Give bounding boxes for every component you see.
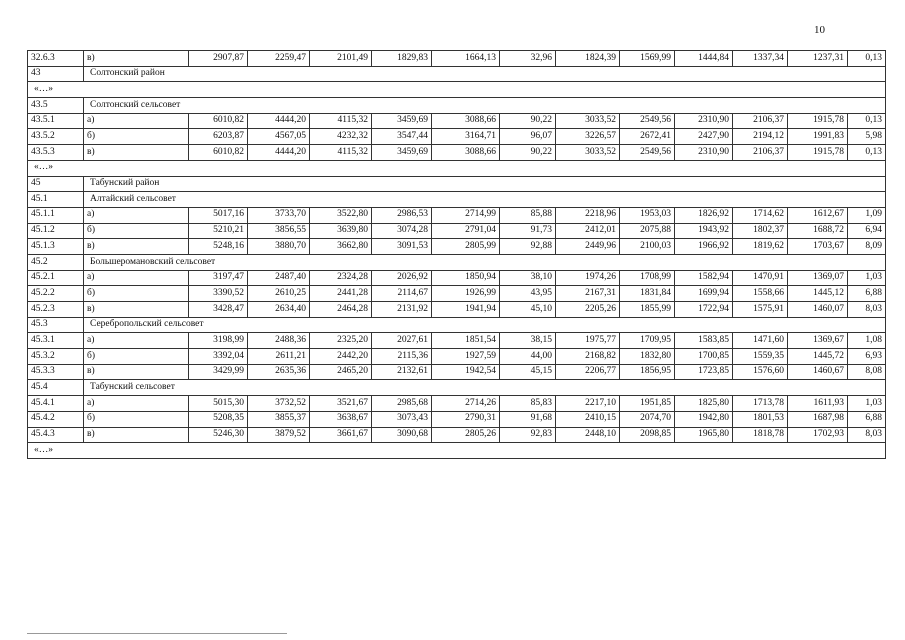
value-cell: 1951,85 xyxy=(620,396,675,412)
table-row xyxy=(28,254,886,270)
value-cell: 6,94 xyxy=(848,223,886,239)
tariff-table xyxy=(27,50,886,459)
value-cell: 2427,90 xyxy=(675,129,733,145)
row-code: 45.1.3 xyxy=(28,239,84,255)
value-cell: 2464,28 xyxy=(310,302,372,318)
value-cell: 1966,92 xyxy=(675,239,733,255)
row-code: 43.5.3 xyxy=(28,145,84,161)
value-cell: 1831,84 xyxy=(620,286,675,302)
value-cell: 1851,54 xyxy=(432,333,500,349)
value-cell: 1470,91 xyxy=(733,270,788,286)
value-cell: 1708,99 xyxy=(620,270,675,286)
value-cell: 91,68 xyxy=(500,411,556,427)
value-cell: 92,83 xyxy=(500,427,556,443)
row-variant: в) xyxy=(84,427,189,443)
row-variant: б) xyxy=(84,223,189,239)
value-cell: 1915,78 xyxy=(788,113,848,129)
value-cell: 1965,80 xyxy=(675,427,733,443)
value-cell: 32,96 xyxy=(500,51,556,67)
value-cell: 1460,07 xyxy=(788,302,848,318)
row-code: 43.5.1 xyxy=(28,113,84,129)
value-cell: 2100,03 xyxy=(620,239,675,255)
table-row xyxy=(28,51,886,67)
value-cell: 1700,85 xyxy=(675,349,733,365)
row-variant: в) xyxy=(84,302,189,318)
value-cell: 2167,31 xyxy=(556,286,620,302)
value-cell: 3033,52 xyxy=(556,145,620,161)
table-row xyxy=(28,66,886,82)
value-cell: 1801,53 xyxy=(733,411,788,427)
value-cell: 0,13 xyxy=(848,145,886,161)
value-cell: 96,07 xyxy=(500,129,556,145)
table-row xyxy=(28,270,886,286)
section-code: 45 xyxy=(28,176,84,192)
section-title: Большеромановский сельсовет xyxy=(84,254,886,270)
table-row xyxy=(28,207,886,223)
value-cell: 1832,80 xyxy=(620,349,675,365)
value-cell: 3521,67 xyxy=(310,396,372,412)
value-cell: 2672,41 xyxy=(620,129,675,145)
section-title: Алтайский сельсовет xyxy=(84,192,886,208)
section-title: Серебропольский сельсовет xyxy=(84,317,886,333)
value-cell: 1941,94 xyxy=(432,302,500,318)
value-cell: 2259,47 xyxy=(248,51,310,67)
value-cell: 1942,80 xyxy=(675,411,733,427)
row-variant: а) xyxy=(84,396,189,412)
row-variant: а) xyxy=(84,113,189,129)
value-cell: 4232,32 xyxy=(310,129,372,145)
section-code: 45.3 xyxy=(28,317,84,333)
table-row xyxy=(28,98,886,114)
value-cell: 4115,32 xyxy=(310,145,372,161)
row-code: 45.1.1 xyxy=(28,207,84,223)
value-cell: 2488,36 xyxy=(248,333,310,349)
value-cell: 8,08 xyxy=(848,364,886,380)
table-row xyxy=(28,113,886,129)
value-cell: 3088,66 xyxy=(432,113,500,129)
value-cell: 2106,37 xyxy=(733,145,788,161)
value-cell: 2026,92 xyxy=(372,270,432,286)
value-cell: 3733,70 xyxy=(248,207,310,223)
value-cell: 1369,67 xyxy=(788,333,848,349)
value-cell: 2132,61 xyxy=(372,364,432,380)
row-code: 45.2.1 xyxy=(28,270,84,286)
value-cell: 2634,40 xyxy=(248,302,310,318)
value-cell: 1,03 xyxy=(848,396,886,412)
value-cell: 2114,67 xyxy=(372,286,432,302)
value-cell: 1829,83 xyxy=(372,51,432,67)
value-cell: 44,00 xyxy=(500,349,556,365)
table-row xyxy=(28,176,886,192)
value-cell: 1688,72 xyxy=(788,223,848,239)
value-cell: 3392,04 xyxy=(189,349,248,365)
value-cell: 1825,80 xyxy=(675,396,733,412)
value-cell: 6,88 xyxy=(848,411,886,427)
value-cell: 2218,96 xyxy=(556,207,620,223)
row-variant: б) xyxy=(84,349,189,365)
value-cell: 1850,94 xyxy=(432,270,500,286)
value-cell: 2194,12 xyxy=(733,129,788,145)
value-cell: 1818,78 xyxy=(733,427,788,443)
row-code: 45.3.3 xyxy=(28,364,84,380)
value-cell: 1991,83 xyxy=(788,129,848,145)
value-cell: 2217,10 xyxy=(556,396,620,412)
value-cell: 2805,26 xyxy=(432,427,500,443)
value-cell: 1703,67 xyxy=(788,239,848,255)
value-cell: 45,15 xyxy=(500,364,556,380)
table-row xyxy=(28,396,886,412)
value-cell: 3661,67 xyxy=(310,427,372,443)
value-cell: 1699,94 xyxy=(675,286,733,302)
value-cell: 2310,90 xyxy=(675,145,733,161)
value-cell: 2449,96 xyxy=(556,239,620,255)
value-cell: 1926,99 xyxy=(432,286,500,302)
value-cell: 1927,59 xyxy=(432,349,500,365)
value-cell: 1709,95 xyxy=(620,333,675,349)
row-variant: б) xyxy=(84,129,189,145)
value-cell: 3662,80 xyxy=(310,239,372,255)
row-code: 32.6.3 xyxy=(28,51,84,67)
value-cell: 2549,56 xyxy=(620,145,675,161)
value-cell: 5208,35 xyxy=(189,411,248,427)
value-cell: 2027,61 xyxy=(372,333,432,349)
value-cell: 90,22 xyxy=(500,113,556,129)
value-cell: 2635,36 xyxy=(248,364,310,380)
value-cell: 3855,37 xyxy=(248,411,310,427)
section-title: Солтонский район xyxy=(84,66,886,82)
value-cell: 3090,68 xyxy=(372,427,432,443)
value-cell: 1714,62 xyxy=(733,207,788,223)
value-cell: 8,03 xyxy=(848,427,886,443)
value-cell: 2106,37 xyxy=(733,113,788,129)
table-row xyxy=(28,223,886,239)
table-row xyxy=(28,286,886,302)
value-cell: 2098,85 xyxy=(620,427,675,443)
value-cell: 2985,68 xyxy=(372,396,432,412)
value-cell: 3198,99 xyxy=(189,333,248,349)
value-cell: 38,15 xyxy=(500,333,556,349)
section-title: Солтонский сельсовет xyxy=(84,98,886,114)
value-cell: 5015,30 xyxy=(189,396,248,412)
value-cell: 3459,69 xyxy=(372,113,432,129)
value-cell: 1471,60 xyxy=(733,333,788,349)
value-cell: 1975,77 xyxy=(556,333,620,349)
section-code: 45.1 xyxy=(28,192,84,208)
table-row xyxy=(28,364,886,380)
table-row xyxy=(28,411,886,427)
table-row xyxy=(28,349,886,365)
value-cell: 2610,25 xyxy=(248,286,310,302)
value-cell: 1722,94 xyxy=(675,302,733,318)
section-title: Табунский сельсовет xyxy=(84,380,886,396)
value-cell: 3197,47 xyxy=(189,270,248,286)
table-row xyxy=(28,427,886,443)
value-cell: 38,10 xyxy=(500,270,556,286)
value-cell: 1943,92 xyxy=(675,223,733,239)
value-cell: 3226,57 xyxy=(556,129,620,145)
value-cell: 2611,21 xyxy=(248,349,310,365)
row-code: 45.3.1 xyxy=(28,333,84,349)
table-row xyxy=(28,160,886,176)
value-cell: 2714,26 xyxy=(432,396,500,412)
value-cell: 4115,32 xyxy=(310,113,372,129)
value-cell: 2206,77 xyxy=(556,364,620,380)
value-cell: 1974,26 xyxy=(556,270,620,286)
value-cell: 8,09 xyxy=(848,239,886,255)
row-code: 45.1.2 xyxy=(28,223,84,239)
section-code: 43 xyxy=(28,66,84,82)
value-cell: 1612,67 xyxy=(788,207,848,223)
value-cell: 1369,07 xyxy=(788,270,848,286)
table-row xyxy=(28,145,886,161)
section-code: 45.4 xyxy=(28,380,84,396)
value-cell: 2465,20 xyxy=(310,364,372,380)
value-cell: 2115,36 xyxy=(372,349,432,365)
value-cell: 1445,12 xyxy=(788,286,848,302)
row-variant: а) xyxy=(84,270,189,286)
value-cell: 1702,93 xyxy=(788,427,848,443)
value-cell: 1576,60 xyxy=(733,364,788,380)
table-row xyxy=(28,443,886,459)
value-cell: 1460,67 xyxy=(788,364,848,380)
value-cell: 1802,37 xyxy=(733,223,788,239)
value-cell: 1611,93 xyxy=(788,396,848,412)
value-cell: 1582,94 xyxy=(675,270,733,286)
value-cell: 2205,26 xyxy=(556,302,620,318)
value-cell: 2168,82 xyxy=(556,349,620,365)
row-variant: а) xyxy=(84,333,189,349)
value-cell: 1942,54 xyxy=(432,364,500,380)
value-cell: 3164,71 xyxy=(432,129,500,145)
value-cell: 0,13 xyxy=(848,51,886,67)
value-cell: 1687,98 xyxy=(788,411,848,427)
row-variant: в) xyxy=(84,51,189,67)
value-cell: 2325,20 xyxy=(310,333,372,349)
value-cell: 3428,47 xyxy=(189,302,248,318)
value-cell: 90,22 xyxy=(500,145,556,161)
value-cell: 1855,99 xyxy=(620,302,675,318)
value-cell: 5017,16 xyxy=(189,207,248,223)
value-cell: 2412,01 xyxy=(556,223,620,239)
value-cell: 3074,28 xyxy=(372,223,432,239)
value-cell: 3547,44 xyxy=(372,129,432,145)
value-cell: 1445,72 xyxy=(788,349,848,365)
value-cell: 6010,82 xyxy=(189,145,248,161)
value-cell: 92,88 xyxy=(500,239,556,255)
value-cell: 1856,95 xyxy=(620,364,675,380)
row-code: 45.4.1 xyxy=(28,396,84,412)
value-cell: 6,88 xyxy=(848,286,886,302)
value-cell: 1824,39 xyxy=(556,51,620,67)
value-cell: 1953,03 xyxy=(620,207,675,223)
value-cell: 3879,52 xyxy=(248,427,310,443)
footer-rule xyxy=(27,633,287,634)
value-cell: 3088,66 xyxy=(432,145,500,161)
value-cell: 1559,35 xyxy=(733,349,788,365)
value-cell: 5246,30 xyxy=(189,427,248,443)
value-cell: 4444,20 xyxy=(248,113,310,129)
value-cell: 1826,92 xyxy=(675,207,733,223)
value-cell: 2101,49 xyxy=(310,51,372,67)
row-code: 45.4.3 xyxy=(28,427,84,443)
value-cell: 3732,52 xyxy=(248,396,310,412)
value-cell: 1915,78 xyxy=(788,145,848,161)
value-cell: 6203,87 xyxy=(189,129,248,145)
value-cell: 2986,53 xyxy=(372,207,432,223)
value-cell: 85,88 xyxy=(500,207,556,223)
table-row xyxy=(28,239,886,255)
value-cell: 3390,52 xyxy=(189,286,248,302)
row-variant: б) xyxy=(84,286,189,302)
value-cell: 5210,21 xyxy=(189,223,248,239)
table-row xyxy=(28,302,886,318)
row-code: 45.2.2 xyxy=(28,286,84,302)
ellipsis-row: «…» xyxy=(28,82,886,98)
row-variant: в) xyxy=(84,239,189,255)
value-cell: 1558,66 xyxy=(733,286,788,302)
value-cell: 3522,80 xyxy=(310,207,372,223)
table-row xyxy=(28,129,886,145)
value-cell: 4444,20 xyxy=(248,145,310,161)
page-number: 10 xyxy=(814,24,825,36)
value-cell: 6,93 xyxy=(848,349,886,365)
value-cell: 1575,91 xyxy=(733,302,788,318)
value-cell: 1,09 xyxy=(848,207,886,223)
value-cell: 91,73 xyxy=(500,223,556,239)
value-cell: 4567,05 xyxy=(248,129,310,145)
table-body xyxy=(28,51,886,459)
value-cell: 2805,99 xyxy=(432,239,500,255)
value-cell: 5,98 xyxy=(848,129,886,145)
value-cell: 45,10 xyxy=(500,302,556,318)
value-cell: 2487,40 xyxy=(248,270,310,286)
row-code: 45.2.3 xyxy=(28,302,84,318)
value-cell: 3880,70 xyxy=(248,239,310,255)
value-cell: 2791,04 xyxy=(432,223,500,239)
value-cell: 1713,78 xyxy=(733,396,788,412)
value-cell: 2074,70 xyxy=(620,411,675,427)
section-title: Табунский район xyxy=(84,176,886,192)
value-cell: 1583,85 xyxy=(675,333,733,349)
value-cell: 1569,99 xyxy=(620,51,675,67)
value-cell: 2410,15 xyxy=(556,411,620,427)
row-variant: б) xyxy=(84,411,189,427)
table-row xyxy=(28,82,886,98)
table-row xyxy=(28,317,886,333)
row-code: 43.5.2 xyxy=(28,129,84,145)
value-cell: 0,13 xyxy=(848,113,886,129)
value-cell: 1444,84 xyxy=(675,51,733,67)
row-variant: в) xyxy=(84,145,189,161)
value-cell: 2075,88 xyxy=(620,223,675,239)
value-cell: 3639,80 xyxy=(310,223,372,239)
row-code: 45.3.2 xyxy=(28,349,84,365)
value-cell: 2549,56 xyxy=(620,113,675,129)
value-cell: 2442,20 xyxy=(310,349,372,365)
value-cell: 3459,69 xyxy=(372,145,432,161)
value-cell: 85,83 xyxy=(500,396,556,412)
value-cell: 2790,31 xyxy=(432,411,500,427)
value-cell: 2448,10 xyxy=(556,427,620,443)
ellipsis-row: «…» xyxy=(28,443,886,459)
value-cell: 2310,90 xyxy=(675,113,733,129)
value-cell: 1,03 xyxy=(848,270,886,286)
value-cell: 2131,92 xyxy=(372,302,432,318)
value-cell: 2441,28 xyxy=(310,286,372,302)
table-row xyxy=(28,333,886,349)
table-row xyxy=(28,380,886,396)
value-cell: 5248,16 xyxy=(189,239,248,255)
value-cell: 1,08 xyxy=(848,333,886,349)
section-code: 45.2 xyxy=(28,254,84,270)
value-cell: 1819,62 xyxy=(733,239,788,255)
value-cell: 6010,82 xyxy=(189,113,248,129)
value-cell: 3073,43 xyxy=(372,411,432,427)
value-cell: 3091,53 xyxy=(372,239,432,255)
value-cell: 2714,99 xyxy=(432,207,500,223)
value-cell: 8,03 xyxy=(848,302,886,318)
section-code: 43.5 xyxy=(28,98,84,114)
value-cell: 3856,55 xyxy=(248,223,310,239)
ellipsis-row: «…» xyxy=(28,160,886,176)
value-cell: 1664,13 xyxy=(432,51,500,67)
value-cell: 3033,52 xyxy=(556,113,620,129)
value-cell: 1723,85 xyxy=(675,364,733,380)
value-cell: 1237,31 xyxy=(788,51,848,67)
table-row xyxy=(28,192,886,208)
value-cell: 3638,67 xyxy=(310,411,372,427)
row-variant: в) xyxy=(84,364,189,380)
value-cell: 2324,28 xyxy=(310,270,372,286)
value-cell: 43,95 xyxy=(500,286,556,302)
row-variant: а) xyxy=(84,207,189,223)
row-code: 45.4.2 xyxy=(28,411,84,427)
value-cell: 3429,99 xyxy=(189,364,248,380)
value-cell: 2907,87 xyxy=(189,51,248,67)
value-cell: 1337,34 xyxy=(733,51,788,67)
